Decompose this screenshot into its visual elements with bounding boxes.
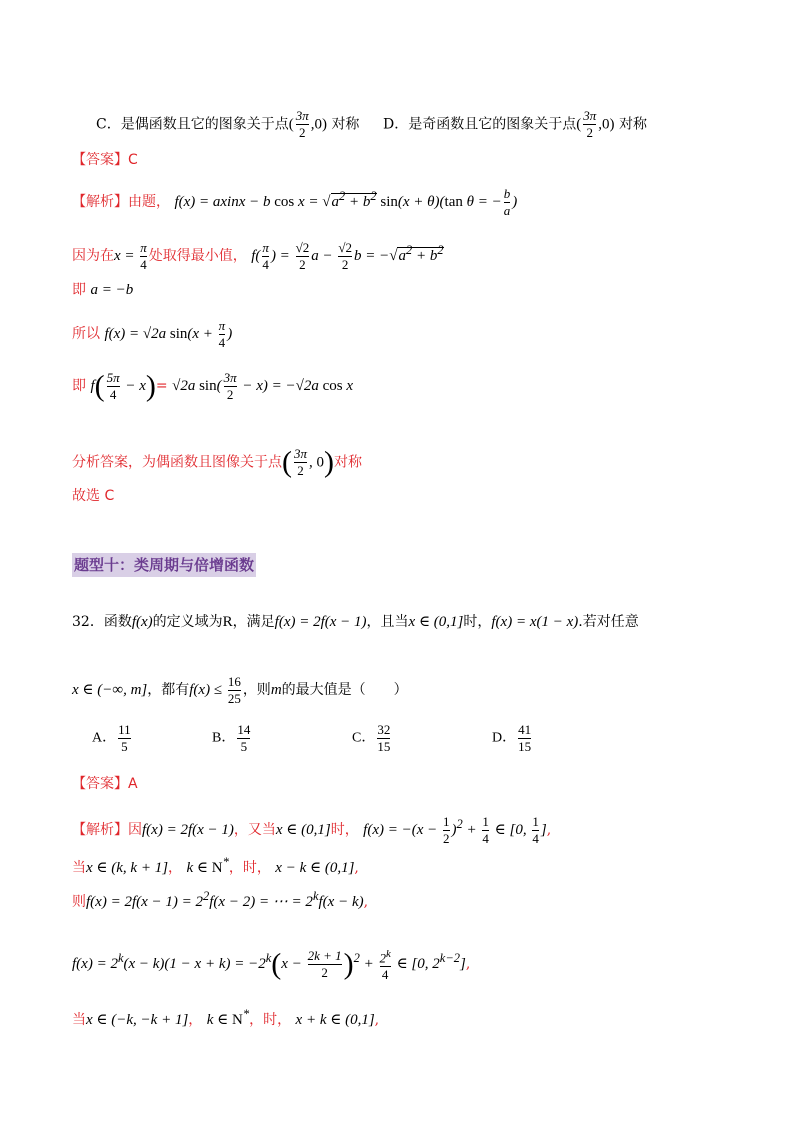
option-d-tail: 对称 bbox=[618, 116, 647, 133]
q31-x-eq-pi4: x = $\frac{\pi}{4}$ bbox=[114, 240, 147, 273]
q31-conclusion: 故选 C bbox=[72, 488, 115, 504]
q31-analysis-line4: 所以 f(x) = √2a sin(x + $\frac{\pi}{4}$ ) bbox=[72, 318, 233, 350]
q32-option-c[interactable]: C． $\frac{32}{15}$ bbox=[352, 722, 391, 754]
q31-formula-4: f(x) = √2a sin(x + $\frac{\pi}{4}$ ) bbox=[104, 318, 233, 350]
q32-analysis-line3: 则$f(x) = 2f(x - 1) = 2^2f(x - 2)$ = ⋯ = $2^kf(x - k)$, bbox=[72, 889, 369, 910]
option-d-point-fraction: $\frac{3\pi}{2}$ bbox=[583, 108, 597, 140]
q31-formula-5: f( $\frac{5\pi}{4}$ − x) bbox=[90, 369, 156, 403]
option-c-text: C．是偶函数且它的图象关于点 bbox=[96, 116, 289, 133]
q32-analysis-line4: $f(x) = 2^k(x - k)(1 - x + k) = -2^k(x$ − $\frac{2k + 1}{2}$ )$^2$ + $\frac{2^k}{4}$ ∈ [0, $2^{k-2}$], bbox=[72, 947, 471, 983]
q32-stem-line1: 32．函数f(x)的定义域为R，满足f(x) = 2f(x − 1)，且当x ∈ (0,1]时，f(x) = x(1 − x).若对任意 bbox=[72, 614, 639, 630]
q32-option-d[interactable]: D． $\frac{41}{15}$ bbox=[492, 722, 532, 754]
option-c-point-fraction: $\frac{3\pi}{2}$ bbox=[295, 108, 309, 140]
q32-analysis-line5: 当x ∈ (−k, −k + 1]， k ∈ N*，时， x + k ∈ (0,1], bbox=[72, 1007, 380, 1028]
q31-analysis-line1 bbox=[72, 186, 517, 219]
q31-answer: 【答案】C bbox=[72, 152, 138, 168]
q31-formula-1: f(x) = axinx − b $\cos x = √a^2 + b^2$ sin(x + θ)(tan θ = − $\frac{b}{a}$ ) bbox=[174, 186, 518, 219]
option-c-tail: 对称 bbox=[331, 116, 360, 133]
q32-number: 32． bbox=[72, 614, 104, 630]
q31-analysis-line5: 即 f( $\frac{5\pi}{4}$ − x)= √2a sin( $\frac{3\pi}{2}$ − x) = −√2a cos x bbox=[72, 369, 354, 403]
option-d-text: D．是奇函数且它的图象关于点 bbox=[383, 116, 577, 133]
q31-point-fraction: $\frac{3\pi}{2}$ bbox=[294, 446, 308, 478]
q31-analysis-label: 【解析】由题， bbox=[72, 194, 170, 210]
q32-answer: 【答案】A bbox=[72, 776, 138, 792]
option-c-line: C．是偶函数且它的图象关于点( $\frac{3\pi}{2}$ ,0) 对称 bbox=[96, 108, 360, 140]
q32-option-a[interactable]: A． $\frac{11}{5}$ bbox=[92, 722, 131, 754]
q31-analysis-line2: 因为在x = $\frac{\pi}{4}$ 处取得最小值， f( $\frac{\pi}{4}$ ) = $\frac{√2}{2}$ a − $\frac{√2}{2}$ $b = -√a^2 + b^2$ bbox=[72, 240, 444, 273]
section-heading: 题型十：类周期与倍增函数 bbox=[72, 553, 256, 577]
q32-analysis-line2: 当x ∈ (k, k + 1]， k ∈ N*，时， x − k ∈ (0,1], bbox=[72, 855, 359, 876]
q32-stem-line2: x ∈ (−∞, m]，都有f(x) ≤ $\frac{16}{25}$ ，则m的最大值是（ ） bbox=[72, 674, 408, 706]
q32-option-b[interactable]: B． $\frac{14}{5}$ bbox=[212, 722, 251, 754]
q32-formula-1: f(x) = −(x − $\frac{1}{2}$ )$^2$ + $\frac{1}{4}$ ∈ [0, $\frac{1}{4}$ ] bbox=[363, 814, 547, 847]
q31-analysis-line6: 分析答案，为偶函数且图像关于点( $\frac{3\pi}{2}$ , 0)对称 bbox=[72, 445, 363, 479]
q32-formula-4: $f(x) = 2^k(x - k)(1 - x + k) = -2^k(x$ − $\frac{2k + 1}{2}$ )$^2$ + $\frac{2^k}{4}$ ∈ [0, $2^{k-2}$] bbox=[72, 947, 466, 983]
q31-formula-5b: √2a sin( $\frac{3\pi}{2}$ − x) = −√2a cos x bbox=[172, 370, 354, 402]
option-d-line: D．是奇函数且它的图象关于点( $\frac{3\pi}{2}$ ,0) 对称 bbox=[383, 108, 647, 140]
q32-formula-3: $f(x) = 2f(x - 1) = 2^2f(x - 2)$ = ⋯ = $2^kf(x - k)$ bbox=[86, 889, 364, 910]
q31-analysis-line3: 即 a = −b bbox=[72, 282, 134, 298]
q31-formula-2: f( $\frac{\pi}{4}$ ) = $\frac{√2}{2}$ a − $\frac{√2}{2}$ $b = -√a^2 + b^2$ bbox=[251, 240, 444, 273]
q31-formula-3: a = −b bbox=[90, 282, 134, 298]
q32-analysis-line1: 【解析】因f(x) = 2f(x − 1)，又当x ∈ (0,1]时， f(x) = −(x − $\frac{1}{2}$ )$^2$ + $\frac{1}{4}$ ∈ [0, $\frac{1}{4}$ ], bbox=[72, 814, 552, 847]
